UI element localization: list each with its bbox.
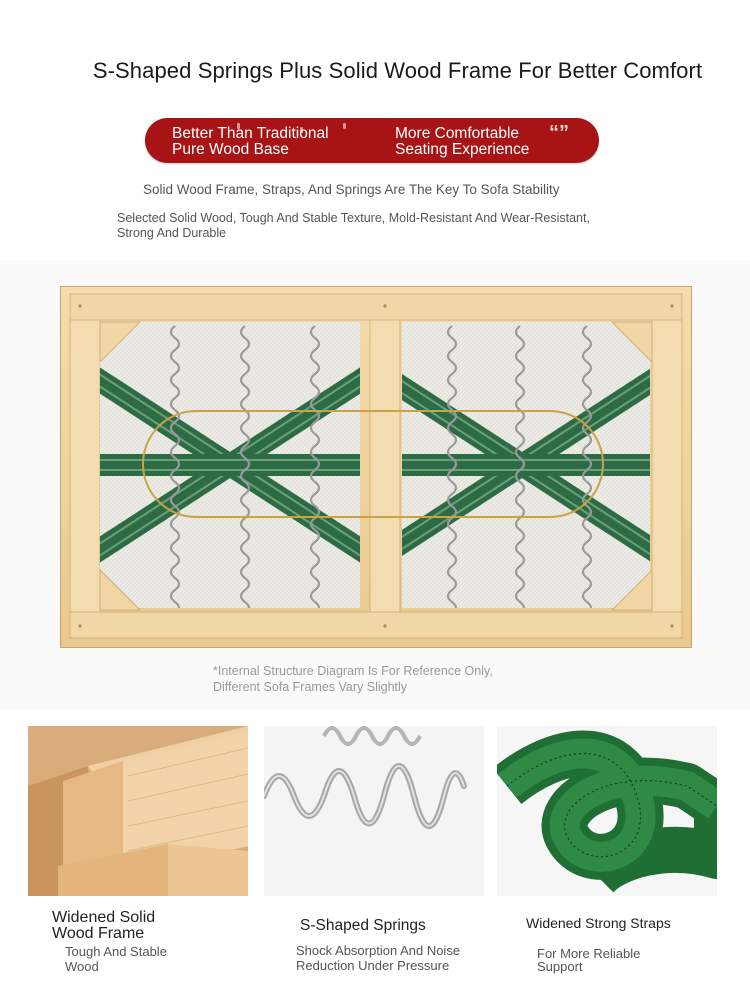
- banner-left-line1: Better Than Traditional: [172, 125, 329, 142]
- feature-spring-desc-line1: Shock Absorption And Noise: [296, 943, 461, 958]
- quote-mark-icon: “”: [549, 122, 569, 144]
- diagram-note: [213, 664, 493, 695]
- wood-block-photo: [28, 726, 248, 896]
- intro-subtitle: Solid Wood Frame, Straps, And Springs Are The Key To Sofa Stability: [143, 182, 560, 197]
- feature-wood-desc: [65, 944, 167, 974]
- comparison-banner: [145, 118, 599, 163]
- banner-right-line1: More Comfortable: [395, 125, 520, 142]
- feature-strap-desc-line1: For More Reliable: [537, 946, 641, 961]
- banner-left-text: [172, 126, 329, 158]
- feature-wood-desc-line2: Wood: [65, 959, 99, 974]
- feature-wood-title-line2: Wood Frame: [52, 925, 145, 942]
- feature-strap-desc: [537, 947, 640, 973]
- feature-spring-title: S-Shaped Springs: [300, 917, 426, 934]
- feature-strap-desc-line2: Support: [537, 959, 583, 974]
- page-title: S-Shaped Springs Plus Solid Wood Frame For Better Comfort: [92, 58, 703, 83]
- feature-wood-desc-line1: Tough And Stable: [65, 944, 167, 959]
- banner-right-text: [395, 126, 529, 158]
- diagram-note-line2: Different Sofa Frames Vary Slightly: [213, 679, 408, 694]
- diagram-note-line1: *Internal Structure Diagram Is For Reference Only,: [213, 664, 493, 678]
- feature-spring-desc: [296, 943, 460, 973]
- feature-wood-title: [52, 910, 155, 942]
- s-spring-photo: [264, 726, 484, 896]
- intro-description-line2: Strong And Durable: [117, 226, 227, 240]
- intro-description: [117, 211, 677, 241]
- strap-roll-photo: [497, 726, 717, 896]
- feature-wood-title-line1: Widened Solid: [52, 909, 156, 926]
- feature-strap-title: Widened Strong Straps: [526, 915, 671, 931]
- feature-spring-desc-line2: Reduction Under Pressure: [296, 958, 450, 973]
- banner-right-line2: Seating Experience: [395, 141, 530, 158]
- banner-left-line2: Pure Wood Base: [172, 141, 289, 158]
- sofa-frame-diagram: [60, 286, 692, 648]
- sparkle-decoration: [343, 123, 346, 129]
- intro-description-line1: Selected Solid Wood, Tough And Stable Texture, Mold-Resistant And Wear-Resistant,: [117, 211, 590, 225]
